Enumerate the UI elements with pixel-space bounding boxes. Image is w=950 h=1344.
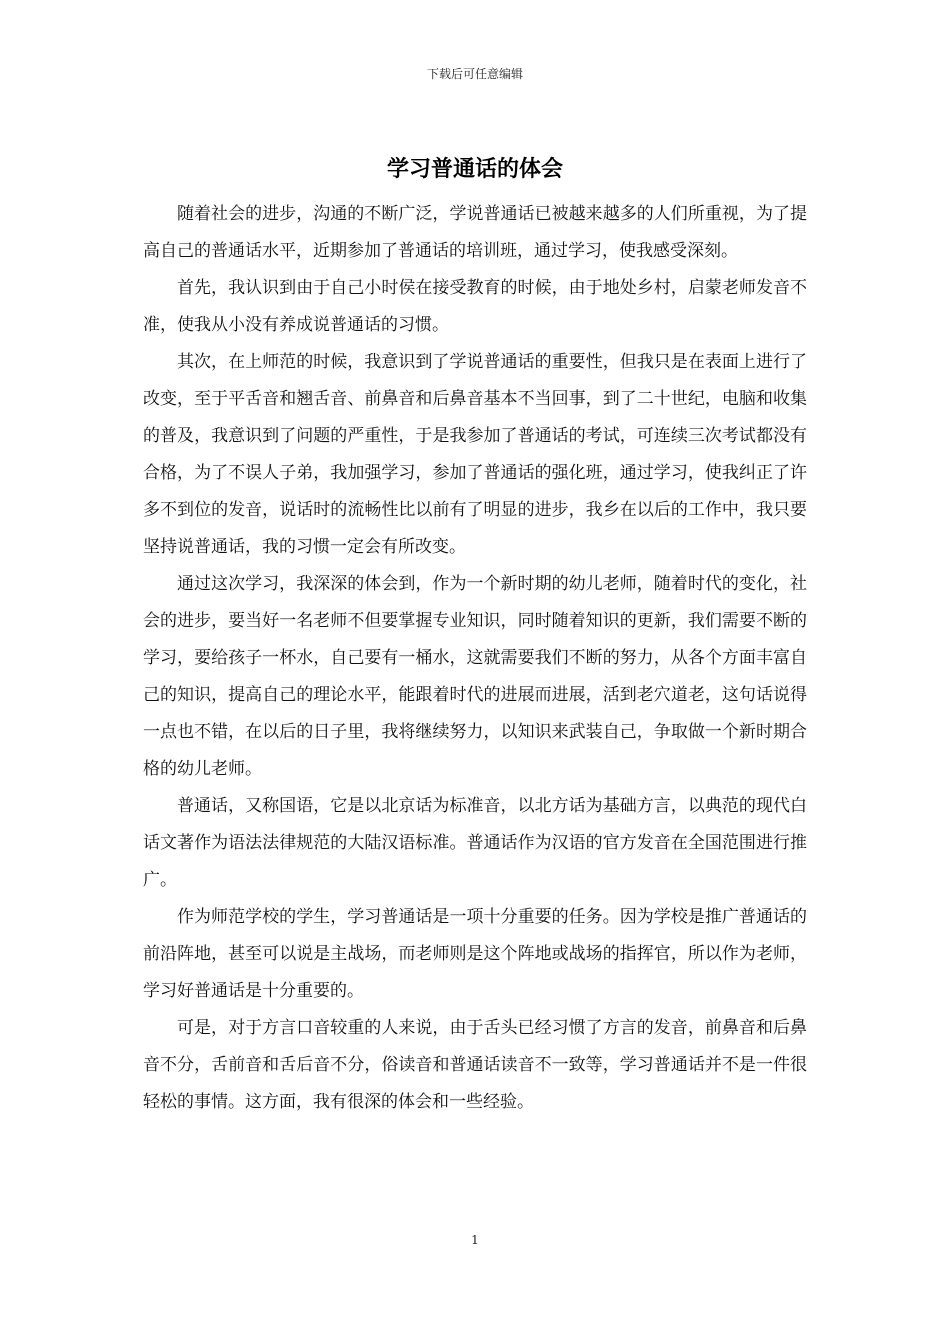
paragraph: 首先，我认识到由于自己小时侯在接受教育的时候，由于地处乡村，启蒙老师发音不准，使我从小没有养成说普通话的习惯。 bbox=[143, 278, 807, 335]
paragraph: 通过这次学习，我深深的体会到，作为一个新时期的幼儿老师，随着时代的变化，社会的进步，要当好一名老师不但要掌握专业知识，同时随着知识的更新，我们需要不断的学习，要给孩子一杯水，自己要有一桶水，这就需要我们不断的努力，从各个方面丰富自己的知识，提高自己的理论水平，能跟着时代的进展而进展，活到老穴道老，这句话说得一点也不错，在以后的日子里，我将继续努力，以知识来武装自己，争取做一个新时期合格的幼儿老师。 bbox=[143, 574, 807, 779]
header-note: 下载后可任意编辑 bbox=[426, 67, 523, 81]
paragraph: 普通话，又称国语，它是以北京话为标准音，以北方话为基础方言，以典范的现代白话文著作为语法法律规范的大陆汉语标准。普通话作为汉语的官方发音在全国范围进行推广。 bbox=[143, 796, 807, 890]
document-body bbox=[143, 196, 807, 1121]
paragraph: 随着社会的进步，沟通的不断广泛，学说普通话已被越来越多的人们所重视，为了提高自己的普通话水平，近期参加了普通话的培训班，通过学习，使我感受深刻。 bbox=[143, 204, 807, 261]
page-number: 1 bbox=[471, 1233, 479, 1247]
paragraph: 其次，在上师范的时候，我意识到了学说普通话的重要性，但我只是在表面上进行了改变，至于平舌音和翘舌音、前鼻音和后鼻音基本不当回事，到了二十世纪，电脑和收集的普及，我意识到了问题的严重性，于是我参加了普通话的考试，可连续三次考试都没有合格，为了不误人子弟，我加强学习，参加了普通话的强化班，通过学习，使我纠正了许多不到位的发音，说话时的流畅性比以前有了明显的进步，我乡在以后的工作中，我只要坚持说普通话，我的习惯一定会有所改变。 bbox=[143, 352, 807, 557]
paragraph: 作为师范学校的学生，学习普通话是一项十分重要的任务。因为学校是推广普通话的前沿阵地，甚至可以说是主战场，而老师则是这个阵地或战场的指挥官，所以作为老师，学习好普通话是十分重要的。 bbox=[143, 907, 807, 1001]
paragraph: 可是，对于方言口音较重的人来说，由于舌头已经习惯了方言的发音，前鼻音和后鼻音不分，舌前音和舌后音不分，俗读音和普通话读音不一致等，学习普通话并不是一件很轻松的事情。这方面，我有很深的体会和一些经验。 bbox=[143, 1018, 807, 1112]
document-title: 学习普通话的体会 bbox=[386, 156, 563, 182]
